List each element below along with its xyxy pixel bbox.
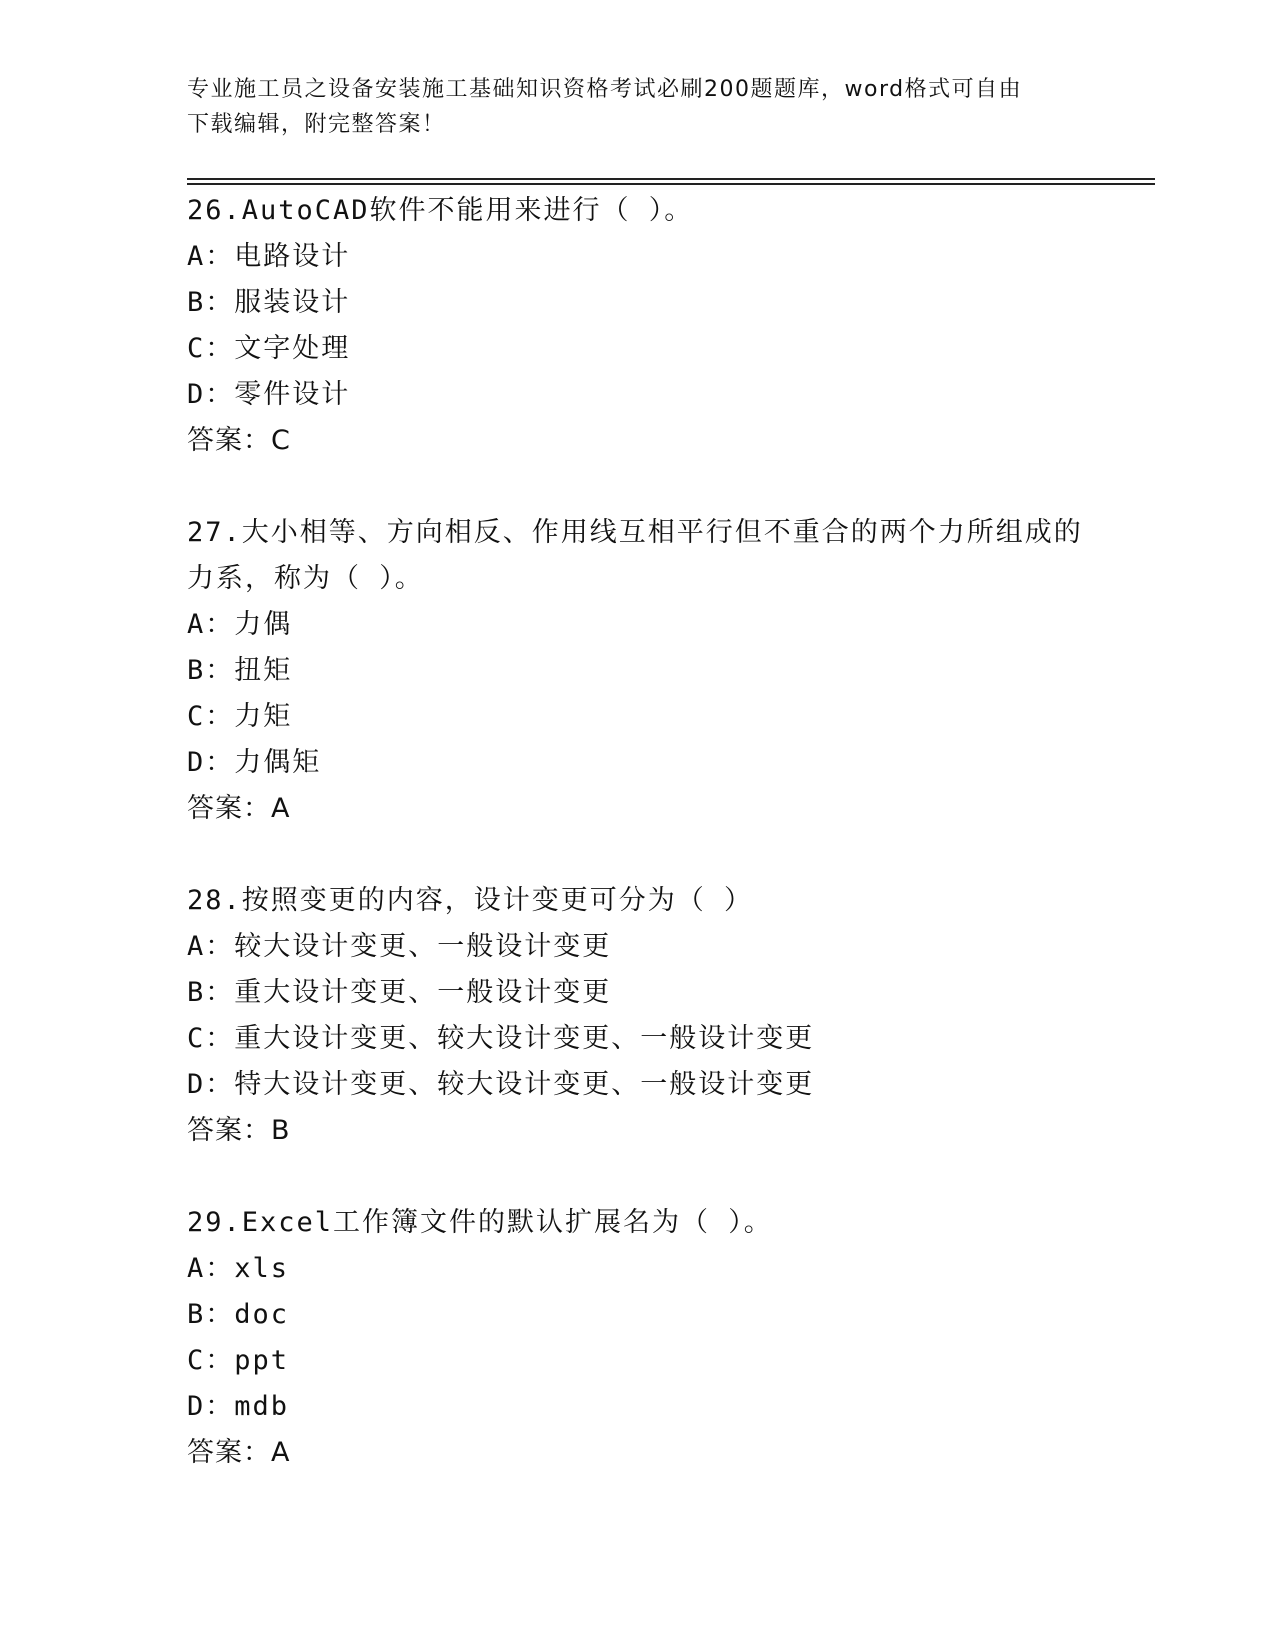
option-c: C：力矩 <box>187 701 293 732</box>
option-d: D：零件设计 <box>187 379 351 410</box>
header-divider-top <box>187 178 1155 180</box>
option-a: A：电路设计 <box>187 241 351 272</box>
option-a: A：xls <box>187 1253 290 1284</box>
question-list <box>187 188 1087 1522</box>
answer-line: 答案：A <box>187 1437 291 1468</box>
document-header <box>187 72 1067 142</box>
option-d: D：力偶矩 <box>187 747 322 778</box>
answer-line: 答案：A <box>187 793 291 824</box>
option-d: D：mdb <box>187 1391 290 1422</box>
question-26 <box>187 188 1087 464</box>
question-stem: 26.AutoCAD软件不能用来进行（ ）。 <box>187 195 694 226</box>
option-d: D：特大设计变更、较大设计变更、一般设计变更 <box>187 1069 815 1100</box>
option-c: C：重大设计变更、较大设计变更、一般设计变更 <box>187 1023 815 1054</box>
header-line-1: 专业施工员之设备安装施工基础知识资格考试必刷200题题库，word格式可自由 <box>187 77 1023 102</box>
question-28 <box>187 878 1087 1154</box>
question-stem: 29.Excel工作簿文件的默认扩展名为（ ）。 <box>187 1207 773 1238</box>
option-a: A：力偶 <box>187 609 293 640</box>
question-stem-continued: 力系，称为（ ）。 <box>187 563 424 594</box>
header-divider-bottom <box>187 183 1155 185</box>
option-b: B：doc <box>187 1299 290 1330</box>
question-stem: 27.大小相等、方向相反、作用线互相平行但不重合的两个力所组成的 <box>187 517 1083 548</box>
option-a: A：较大设计变更、一般设计变更 <box>187 931 612 962</box>
option-c: C：文字处理 <box>187 333 351 364</box>
option-c: C：ppt <box>187 1345 290 1376</box>
header-line-2: 下载编辑，附完整答案！ <box>187 112 446 137</box>
question-stem: 28.按照变更的内容，设计变更可分为（ ） <box>187 885 754 916</box>
question-29 <box>187 1200 1087 1476</box>
option-b: B：服装设计 <box>187 287 351 318</box>
answer-line: 答案：B <box>187 1115 291 1146</box>
answer-line: 答案：C <box>187 425 291 456</box>
option-b: B：扭矩 <box>187 655 293 686</box>
question-27 <box>187 510 1087 832</box>
option-b: B：重大设计变更、一般设计变更 <box>187 977 612 1008</box>
